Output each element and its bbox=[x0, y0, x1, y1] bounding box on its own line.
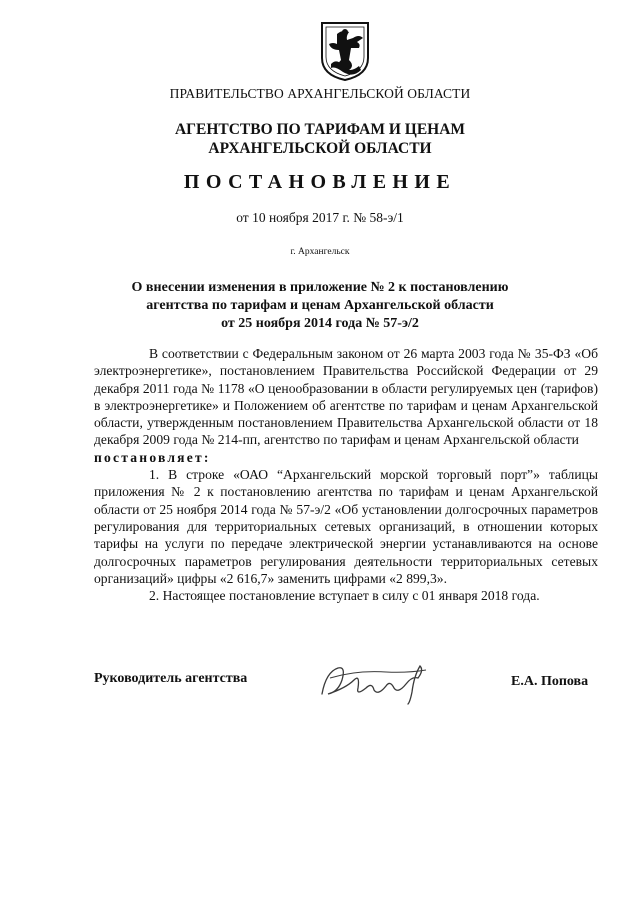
document-type: ПОСТАНОВЛЕНИЕ bbox=[183, 171, 457, 193]
item-1-paragraph: 1. В строке «ОАО “Архангельский морской торговый порт”» таблицы приложения № 2 к постановлению агентства по тарифам и ценам Архангельской области от 25 ноября 2014 года № 57-э/2 «Об установлении долгосрочных параметров регулирования для территориальных сетевых организаций, в отношении которых тарифы на услуги по передаче электрической энергии устанавливаются на основе долгосрочных параметров регулирования деятельности территориальных сетевых организаций» цифры «2 616,7» заменить цифрами «2 899,3». bbox=[94, 467, 598, 586]
arkhangelsk-coat-of-arms-icon bbox=[319, 20, 371, 82]
handwritten-signature bbox=[316, 658, 434, 706]
government-name: ПРАВИТЕЛЬСТВО АРХАНГЕЛЬСКОЙ ОБЛАСТИ bbox=[169, 86, 471, 101]
document-subject bbox=[0, 279, 640, 333]
item-2-paragraph: 2. Настоящее постановление вступает в силу с 01 января 2018 года. bbox=[149, 588, 540, 604]
signatory-title: Руководитель агентства bbox=[94, 671, 248, 686]
subject-line: агентства по тарифам и ценам Архангельской области bbox=[146, 298, 494, 313]
agency-name bbox=[0, 120, 640, 158]
preamble-paragraph: В соответствии с Федеральным законом от 26 марта 2003 года № 35-ФЗ «Об электроэнергетике», постановлением Правительства Российской Федерации от 29 декабря 2011 года № 1178 «О ценообразовании в области регулируемых цен (тарифов) в электроэнергетике» и Положением об агентстве по тарифам и ценам Архангельской области, утвержденным постановлением Правительства Архангельской области от 18 декабря 2009 года № 214-пп, агентство по тарифам и ценам Архангельской области bbox=[94, 346, 598, 448]
subject-line: О внесении изменения в приложение № 2 к постановлению bbox=[131, 280, 509, 295]
date-and-number: от 10 ноября 2017 г. № 58-э/1 bbox=[236, 210, 404, 225]
agency-name-line: АГЕНТСТВО ПО ТАРИФАМ И ЦЕНАМ bbox=[174, 121, 466, 138]
city: г. Архангельск bbox=[290, 247, 350, 257]
subject-line: от 25 ноября 2014 года № 57-э/2 bbox=[221, 316, 419, 331]
agency-name-line: АРХАНГЕЛЬСКОЙ ОБЛАСТИ bbox=[208, 140, 432, 157]
document-body bbox=[94, 345, 598, 604]
decree-word: постановляет: bbox=[94, 449, 211, 465]
signatory-name: Е.А. Попова bbox=[511, 674, 589, 689]
